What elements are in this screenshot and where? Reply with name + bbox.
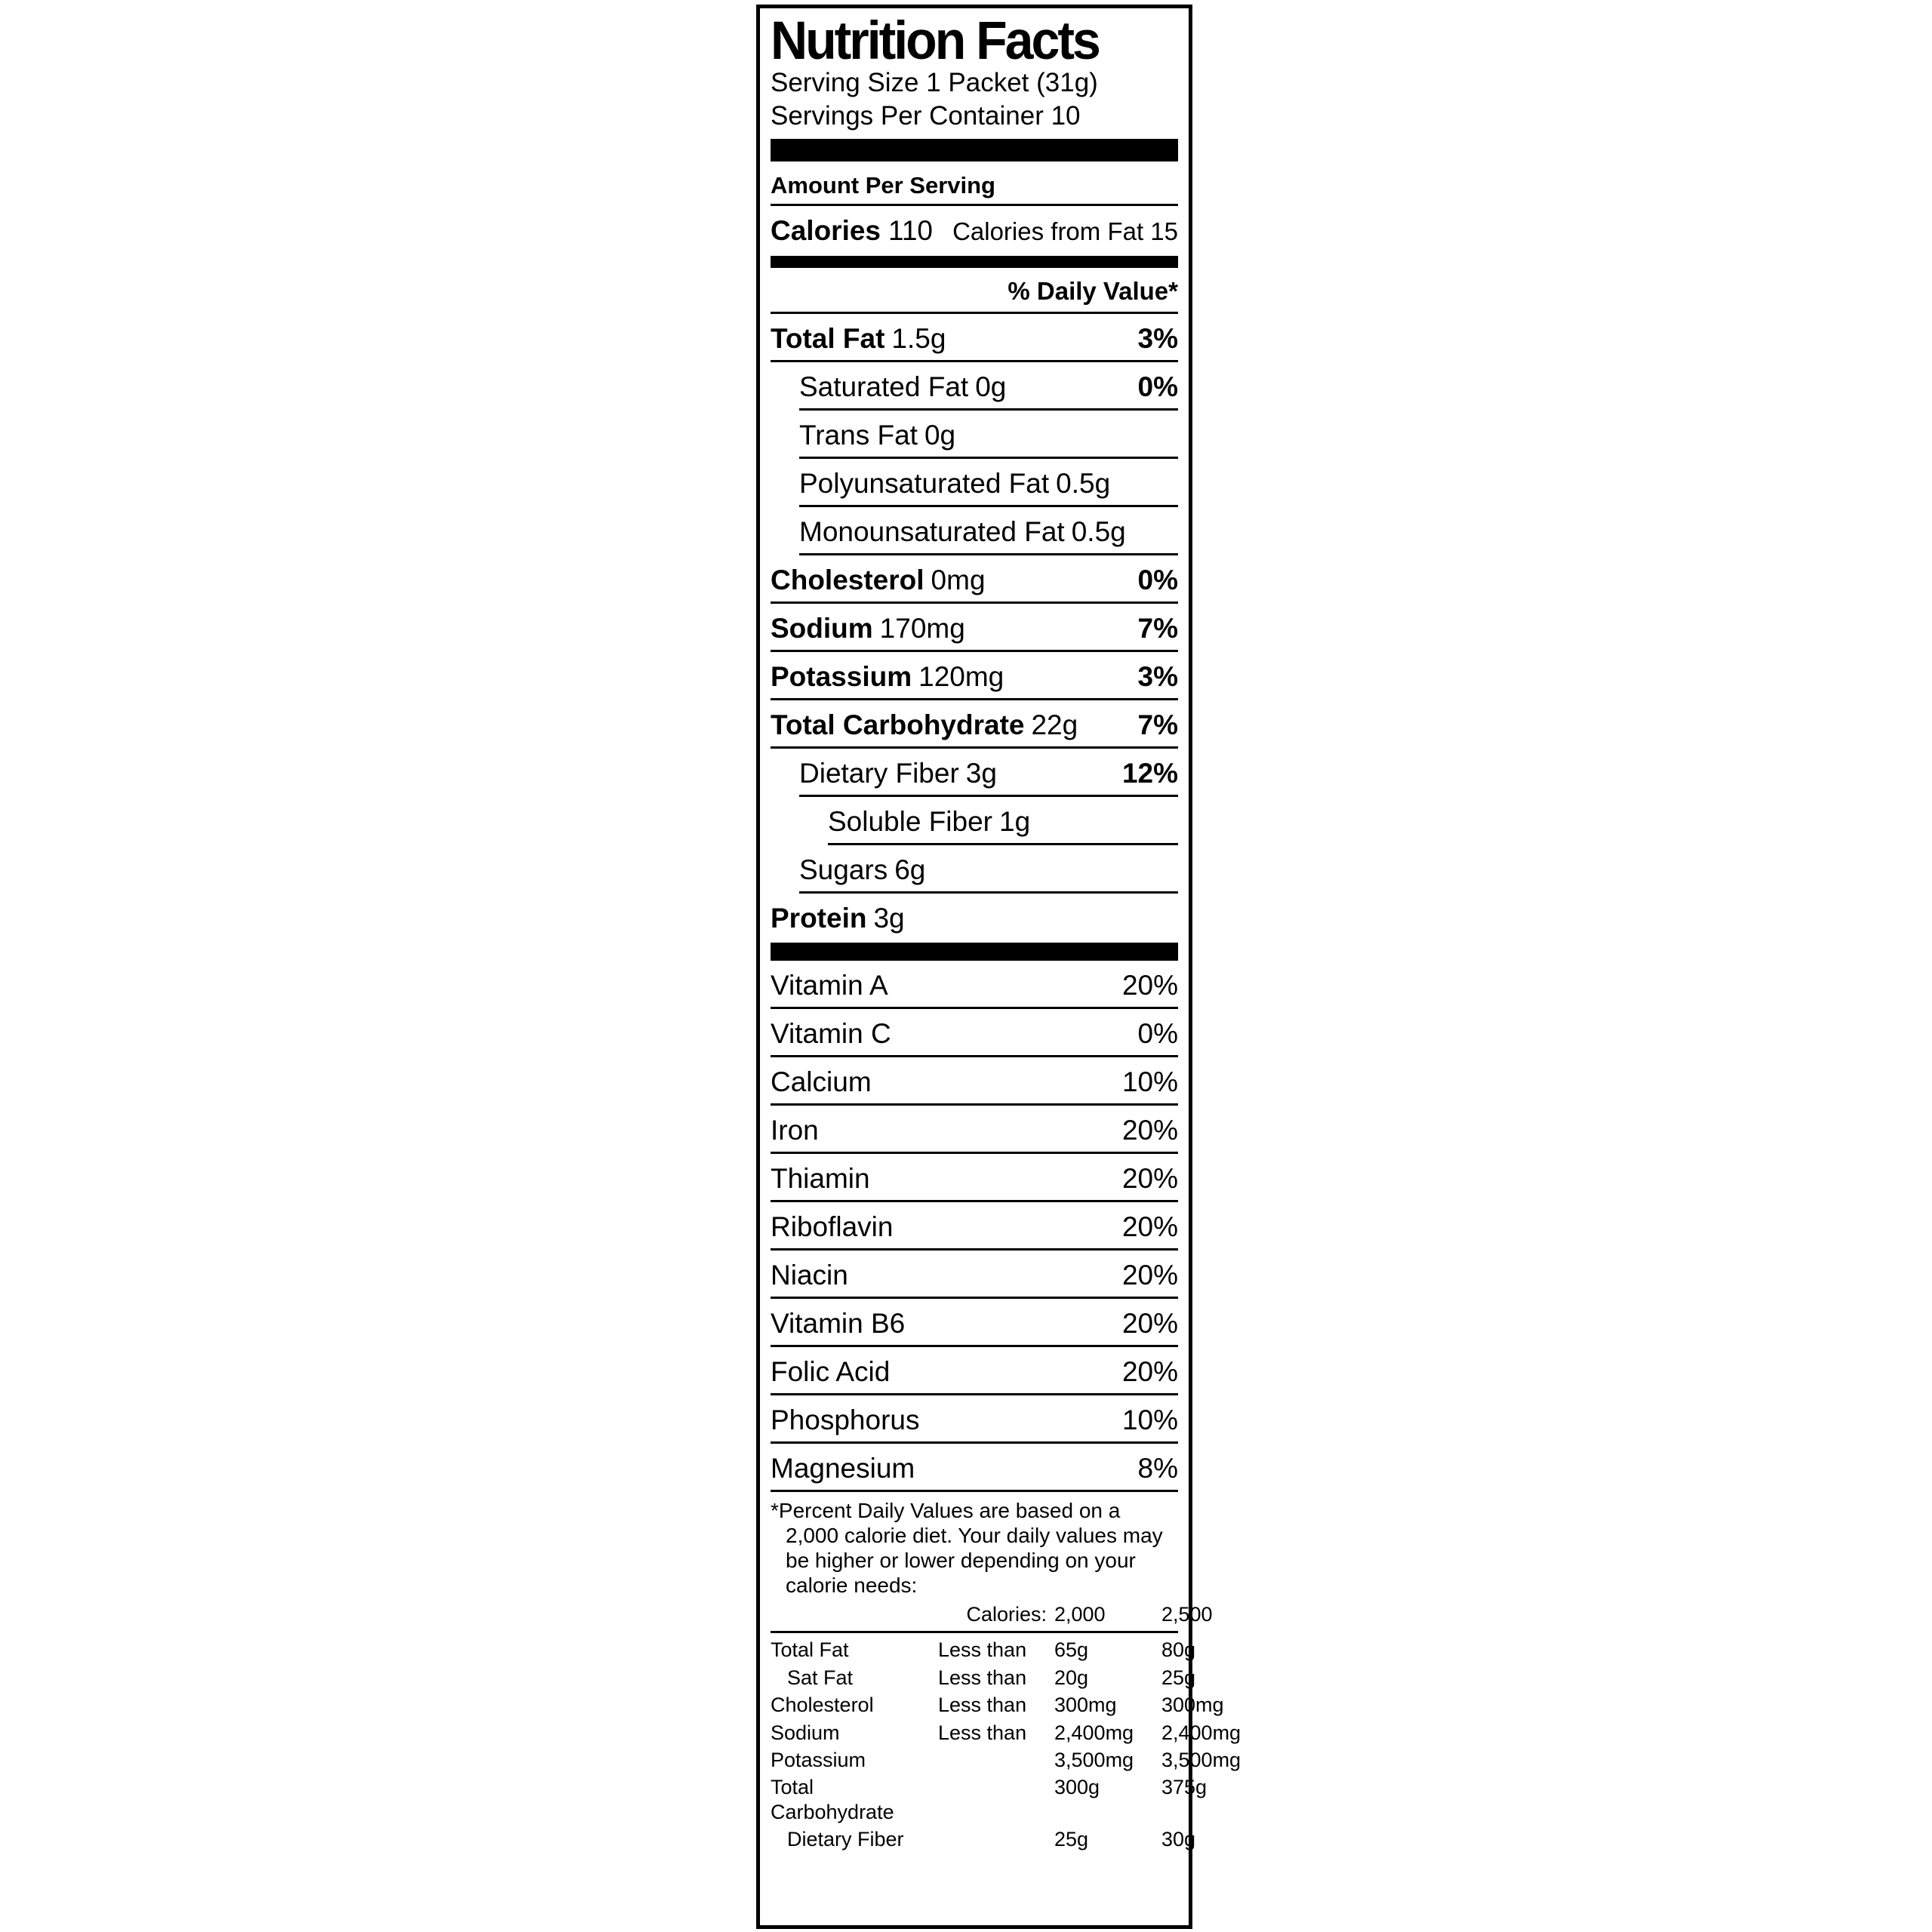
nutrient-amount: 3g (873, 902, 905, 934)
footnote-cell: Potassium (771, 1748, 866, 1771)
nutrient-name-text: Sodium (771, 612, 873, 644)
nutrient-name (799, 373, 1006, 401)
footnote-cell: 375g (1161, 1776, 1208, 1799)
nutrient-dv: 7% (1137, 612, 1178, 644)
serving-size: Serving Size 1 Packet (31g) (771, 68, 1098, 98)
footnote-cell: Sodium (771, 1721, 840, 1744)
vitamin-row-iron (771, 1106, 1178, 1154)
nutrient-row-sodium (771, 604, 1178, 652)
footnote-header-2000: 2,000 (1054, 1603, 1106, 1626)
nutrient-amount: 0.5g (1071, 515, 1126, 547)
nutrient-name-text: Dietary Fiber (799, 757, 959, 789)
nutrient-row-total-carbohydrate (771, 700, 1178, 749)
vitamin-dv: 20% (1121, 1114, 1178, 1146)
nutrient-row-trans-fat (799, 411, 1178, 459)
nutrient-amount: 6g (894, 854, 926, 885)
footnote-cell: 20g (1054, 1666, 1089, 1689)
nutrient-name (771, 322, 946, 354)
nutrient-dv: 7% (1137, 709, 1178, 740)
calories-row (771, 206, 1178, 253)
separator-bar-thick (771, 139, 1178, 162)
nutrient-amount: 0mg (931, 564, 986, 595)
footnote-cell (938, 1827, 1051, 1851)
vitamin-dv: 20% (1121, 1355, 1178, 1387)
vitamin-name: Niacin (771, 1259, 848, 1291)
footnote-cell: 2,400mg (1161, 1721, 1241, 1744)
footnote-row-total-carbohydrate (771, 1774, 1208, 1826)
nutrient-row-cholesterol (771, 555, 1178, 604)
footnote-cell: 25g (1161, 1666, 1196, 1689)
vitamin-dv: 20% (1121, 1307, 1178, 1339)
vitamin-name: Vitamin A (771, 969, 888, 1001)
footnote-cell: Sat Fat (787, 1666, 854, 1689)
nutrient-amount: 22g (1031, 709, 1078, 740)
footnote-cell: 3,500mg (1054, 1748, 1134, 1771)
nutrient-name-text: Soluble Fiber (828, 805, 993, 837)
nutrient-row-protein (771, 894, 1178, 940)
servings-per-container: Servings Per Container 10 (771, 101, 1081, 131)
vitamin-row-vitamin-b6 (771, 1299, 1178, 1347)
footnote-cell (938, 1775, 1051, 1824)
calories-left (771, 215, 933, 247)
nutrient-name-text: Potassium (771, 660, 912, 692)
nutrient-name (799, 856, 925, 884)
vitamin-row-vitamin-a (771, 961, 1178, 1009)
footnote-header-spacer (771, 1602, 935, 1626)
footnote-cell: 25g (1054, 1828, 1089, 1851)
nutrient-name-text: Polyunsaturated Fat (799, 467, 1050, 499)
footnote-table-header (771, 1601, 1213, 1628)
nutrient-amount: 1.5g (891, 322, 946, 354)
nutrient-name (771, 904, 905, 932)
nutrient-dv: 0% (1137, 371, 1178, 402)
footnote-cell: 65g (1054, 1638, 1089, 1662)
nutrient-row-saturated-fat (799, 362, 1178, 411)
footnote-cell: Cholesterol (771, 1694, 874, 1717)
footnote-cell (938, 1748, 1051, 1772)
nutrient-name (799, 759, 997, 787)
nutrient-name (799, 421, 955, 449)
footnote-cell: 300mg (1161, 1694, 1224, 1717)
nutrient-name-text: Total Carbohydrate (771, 709, 1025, 740)
vitamin-name: Calcium (771, 1066, 872, 1097)
vitamin-row-magnesium (771, 1444, 1178, 1492)
nutrient-dv: 12% (1121, 757, 1178, 789)
nutrient-amount: 120mg (918, 660, 1004, 692)
vitamin-dv: 20% (1121, 969, 1178, 1001)
label-title: Nutrition Facts (771, 10, 1099, 71)
nutrient-name-text: Monounsaturated Fat (799, 515, 1065, 547)
separator-bar-mid (771, 256, 1178, 268)
separator-bar-protein (771, 943, 1178, 961)
footnote-cell: Total Carbohydrate (771, 1776, 894, 1823)
footnote-row-potassium (771, 1746, 1241, 1774)
nutrient-name (771, 566, 986, 594)
footnote-cell: Less than (938, 1638, 1027, 1662)
footnote-cell: Less than (938, 1721, 1027, 1744)
nutrient-name (771, 711, 1078, 739)
nutrient-row-monounsaturated-fat (799, 507, 1178, 555)
footnote-cell: 2,400mg (1054, 1721, 1134, 1744)
vitamin-dv: 0% (1137, 1017, 1178, 1049)
vitamin-row-calcium (771, 1057, 1178, 1106)
nutrient-dv: 3% (1137, 322, 1178, 354)
footnote-row-total-fat (771, 1636, 1196, 1663)
nutrient-name (799, 469, 1110, 497)
vitamin-name: Folic Acid (771, 1355, 891, 1387)
nutrient-name (771, 660, 1004, 692)
nutrient-name-text: Protein (771, 902, 867, 934)
nutrient-row-potassium (771, 652, 1178, 700)
calories-label: Calories (771, 214, 881, 246)
vitamin-name: Magnesium (771, 1452, 915, 1484)
vitamin-row-niacin (771, 1251, 1178, 1299)
footnote-cell: 300g (1054, 1776, 1100, 1799)
nutrient-row-dietary-fiber (799, 749, 1178, 797)
footnote-table-rule (771, 1631, 1178, 1633)
nutrient-row-sugars (799, 845, 1178, 894)
nutrient-amount: 0g (975, 371, 1007, 402)
footnote-cell: 3,500mg (1161, 1748, 1241, 1771)
vitamin-dv: 20% (1121, 1162, 1178, 1194)
vitamin-dv: 20% (1121, 1259, 1178, 1291)
footnote-row-sat-fat (771, 1664, 1196, 1691)
vitamin-dv: 20% (1121, 1211, 1178, 1242)
vitamin-name: Iron (771, 1114, 819, 1146)
nutrient-dv: 0% (1137, 564, 1178, 595)
footnote-cell: Less than (938, 1666, 1027, 1689)
nutrient-name-text: Saturated Fat (799, 371, 969, 402)
nutrient-amount: 0.5g (1056, 467, 1111, 499)
footnote-cell: 300mg (1054, 1694, 1117, 1717)
nutrient-name-text: Cholesterol (771, 564, 924, 595)
nutrient-name (799, 515, 1126, 547)
footnote-cell: 30g (1161, 1828, 1196, 1851)
vitamin-name: Vitamin B6 (771, 1307, 906, 1339)
nutrient-name-text: Trans Fat (799, 419, 918, 451)
vitamin-name: Vitamin C (771, 1017, 891, 1049)
vitamin-name: Thiamin (771, 1162, 870, 1194)
footnote-cell: Total Fat (771, 1638, 849, 1662)
vitamin-dv: 10% (1121, 1066, 1178, 1097)
vitamin-name: Riboflavin (771, 1211, 894, 1242)
calories-value: 110 (888, 214, 934, 246)
footnote-cell: 80g (1161, 1638, 1196, 1662)
nutrient-name-text: Total Fat (771, 322, 885, 354)
vitamin-row-riboflavin (771, 1202, 1178, 1251)
vitamin-dv: 10% (1121, 1404, 1178, 1435)
vitamin-dv: 8% (1137, 1452, 1178, 1484)
amount-per-serving: Amount Per Serving (771, 166, 1178, 206)
vitamin-row-thiamin (771, 1154, 1178, 1202)
footnote-cell: Less than (938, 1694, 1027, 1717)
nutrient-row-polyunsaturated-fat (799, 459, 1178, 507)
footnote-row-sodium (771, 1719, 1241, 1746)
footnote-header-2500: 2,500 (1161, 1603, 1213, 1626)
nutrient-amount: 170mg (879, 612, 965, 644)
daily-value-header: % Daily Value* (771, 271, 1178, 314)
footnote-header-calories: Calories: (966, 1603, 1047, 1626)
nutrient-row-soluble-fiber (828, 797, 1178, 845)
footnote-row-dietary-fiber (771, 1826, 1196, 1853)
vitamin-row-vitamin-c (771, 1009, 1178, 1057)
nutrient-amount: 0g (924, 419, 956, 451)
nutrient-name (771, 614, 965, 642)
nutrient-name-text: Sugars (799, 854, 888, 885)
footnote-row-cholesterol (771, 1691, 1224, 1718)
nutrient-dv: 3% (1137, 660, 1178, 692)
vitamin-row-folic-acid (771, 1347, 1178, 1395)
vitamin-name: Phosphorus (771, 1404, 920, 1435)
calories-from-fat: Calories from Fat 15 (952, 217, 1178, 245)
footnote-cell: Dietary Fiber (787, 1828, 904, 1851)
nutrient-amount: 1g (999, 805, 1031, 837)
nutrition-facts-label (756, 5, 1241, 1929)
nutrient-row-total-fat (771, 314, 1178, 362)
nutrient-name (828, 805, 1031, 837)
nutrient-amount: 3g (965, 757, 997, 789)
daily-values-footnote: *Percent Daily Values are based on a 2,000 calorie diet. Your daily values may be higher or lower depending on your calorie needs: (771, 1498, 1163, 1597)
vitamin-row-phosphorus (771, 1395, 1178, 1444)
